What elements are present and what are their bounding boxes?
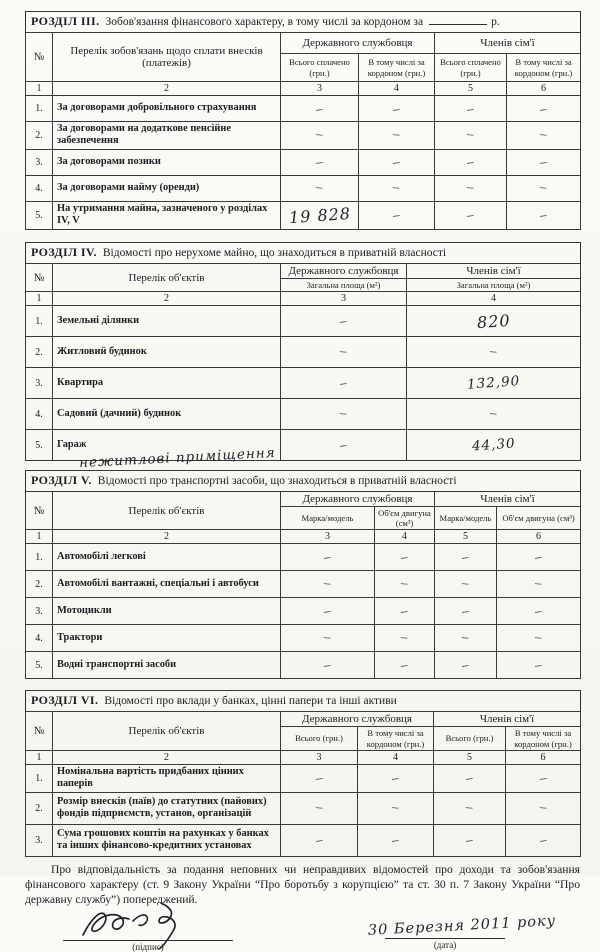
cell-value: – (507, 175, 581, 201)
row-label: Сума грошових коштів на рахунках у банках та інших фінансово-кредитних установах (53, 824, 281, 856)
row-label: Житловий будинок (53, 337, 281, 368)
row-number: 1. (26, 306, 53, 337)
cell-value: – (375, 598, 435, 625)
sub-header: Всього сплачено (грн.) (435, 54, 507, 82)
cell-value: – (359, 96, 435, 122)
table-row (26, 792, 581, 824)
handwritten-note: нежитлові приміщення (78, 444, 276, 472)
cell-value: – (375, 625, 435, 652)
group-header-family: Членів сім'ї (435, 33, 581, 54)
row-number: 3. (26, 824, 53, 856)
row-number: 2. (26, 792, 53, 824)
row-number: 2. (26, 571, 53, 598)
col-num: 3 (281, 530, 375, 544)
sub-header: Марка/модель (281, 507, 375, 530)
row-label: За договорами позики (53, 149, 281, 175)
row-number: 1. (26, 96, 53, 122)
cell-value: – (434, 824, 506, 856)
row-number: 2. (26, 122, 53, 150)
cell-value: – (434, 764, 506, 792)
section-iii-table (25, 11, 581, 230)
row-label: Садовий (дачний) будинок (53, 399, 281, 430)
signature-block (63, 910, 557, 952)
sub-header: Загальна площа (м²) (281, 278, 407, 291)
table-row (26, 571, 581, 598)
group-header-official: Державного службовця (281, 712, 434, 727)
cell-value: – (281, 96, 359, 122)
table-row (26, 652, 581, 679)
signature-ink (75, 897, 215, 949)
sub-header: Марка/модель (435, 507, 497, 530)
cell-value: – (497, 598, 581, 625)
section-title-text: Зобов'язання фінансового характеру, в тому числі за кордоном за (105, 16, 424, 28)
row-number: 3. (26, 149, 53, 175)
cell-value: – (358, 764, 434, 792)
cell-value: – (281, 368, 407, 399)
sub-header: Всього сплачено (грн.) (281, 54, 359, 82)
col-num: 1 (26, 292, 53, 306)
group-header-official: Державного службовця (281, 492, 435, 507)
col-header-no: № (26, 712, 53, 750)
blank-line (429, 14, 487, 25)
row-label: За договорами на додаткове пенсійне забезпечення (53, 122, 281, 150)
col-num: 5 (434, 750, 506, 764)
table-row (26, 430, 581, 461)
row-number: 2. (26, 337, 53, 368)
table-row (26, 598, 581, 625)
col-num: 6 (497, 530, 581, 544)
cell-value: – (281, 430, 407, 461)
cell-value: – (358, 792, 434, 824)
signature-line (63, 910, 233, 941)
handwritten-value: 19 828 (281, 201, 359, 229)
row-number: 3. (26, 368, 53, 399)
date-line (367, 910, 557, 939)
cell-value: – (375, 652, 435, 679)
cell-value: – (435, 571, 497, 598)
cell-value: – (281, 149, 359, 175)
col-num: 2 (53, 750, 281, 764)
section-iii-title (26, 12, 581, 33)
group-header-family: Членів сім'ї (434, 712, 581, 727)
row-label: Квартира (53, 368, 281, 399)
sub-header: Всього (грн.) (281, 727, 358, 750)
section-vi-title (26, 691, 581, 712)
col-num: 1 (26, 530, 53, 544)
cell-value: – (507, 96, 581, 122)
row-number: 1. (26, 764, 53, 792)
row-label: За договорами добровільного страхування (53, 96, 281, 122)
handwritten-date: 30 Березня 2011 року (367, 912, 557, 939)
row-label: Номінальна вартість придбаних цінних паперів (53, 764, 281, 792)
cell-value: – (497, 571, 581, 598)
section-title-text: Відомості про транспортні засоби, що знаходиться в приватній власності (97, 475, 457, 488)
row-label-text: Гараж (57, 438, 87, 450)
group-header-official: Державного службовця (281, 33, 435, 54)
col-num: 4 (359, 82, 435, 96)
sub-header: В тому числі за кордоном (грн.) (506, 727, 581, 750)
row-number: 4. (26, 175, 53, 201)
table-row (26, 122, 581, 150)
table-row (26, 306, 581, 337)
sub-header: Об'єм двигуна (см³) (497, 507, 581, 530)
sub-header: Загальна площа (м²) (407, 278, 581, 291)
table-row (26, 175, 581, 201)
table-row (26, 764, 581, 792)
cell-value: – (434, 792, 506, 824)
row-label: Мотоцикли (53, 598, 281, 625)
cell-value: – (507, 149, 581, 175)
row-number: 4. (26, 399, 53, 430)
cell-value: – (281, 598, 375, 625)
section-iv-table (25, 242, 581, 472)
section-title-text: Відомості про вклади у банках, цінні папери та інші активи (104, 695, 397, 708)
col-header-desc: Перелік зобов'язань щодо сплати внесків (платежів) (53, 33, 281, 82)
warning-paragraph: Про відповідальність за подання неповних чи неправдивих відомостей про доходи та зобов'язання фінансового характеру (ст. 9 Закону України “Про боротьбу з корупцією” та ст. 30 п. 7 Закону України “Про державну службу”) попереджений. (25, 862, 580, 906)
sub-header: Всього (грн.) (434, 727, 506, 750)
cell-value: – (435, 149, 507, 175)
col-num: 6 (507, 82, 581, 96)
cell-value: – (281, 337, 407, 368)
col-header-desc: Перелік об'єктів (53, 492, 281, 530)
cell-value: – (507, 201, 581, 229)
col-header-desc: Перелік об'єктів (53, 263, 281, 291)
handwritten-value: 132,90 (407, 368, 581, 399)
handwritten-value: 44,30 (407, 430, 581, 461)
title-suffix: р. (491, 16, 500, 28)
col-num: 2 (53, 530, 281, 544)
col-num: 2 (53, 82, 281, 96)
col-header-no: № (26, 492, 53, 530)
cell-value: – (359, 149, 435, 175)
cell-value: – (435, 625, 497, 652)
row-label: Земельні ділянки (53, 306, 281, 337)
group-header-family: Членів сім'ї (435, 492, 581, 507)
signature-field (63, 910, 233, 952)
col-num: 5 (435, 82, 507, 96)
cell-value: – (497, 544, 581, 571)
table-row (26, 149, 581, 175)
section-label: РОЗДІЛ V. (31, 473, 92, 488)
cell-value: – (435, 544, 497, 571)
col-header-no: № (26, 33, 53, 82)
col-num: 3 (281, 750, 358, 764)
row-number: 3. (26, 598, 53, 625)
cell-value: – (407, 399, 581, 430)
cell-value: – (281, 175, 359, 201)
group-header-official: Державного службовця (281, 263, 407, 278)
row-label (53, 430, 281, 472)
section-vi-table (25, 690, 581, 856)
cell-value: – (375, 571, 435, 598)
cell-value: – (497, 625, 581, 652)
cell-value: – (281, 122, 359, 150)
cell-value: – (281, 571, 375, 598)
handwritten-value: 820 (407, 306, 581, 337)
row-label: За договорами найму (оренди) (53, 175, 281, 201)
cell-value: – (435, 175, 507, 201)
section-iv-title (26, 242, 581, 263)
row-number: 5. (26, 430, 53, 461)
row-label: Розмір внесків (паїв) до статутних (пайових) фондів підприємств, установ, організацій (53, 792, 281, 824)
date-field (350, 910, 557, 952)
section-label: РОЗДІЛ IV. (31, 244, 97, 259)
col-num: 6 (506, 750, 581, 764)
section-v-table (25, 470, 581, 679)
row-number: 5. (26, 652, 53, 679)
row-label: Трактори (53, 625, 281, 652)
cell-value: – (281, 824, 358, 856)
table-row (26, 625, 581, 652)
row-number: 1. (26, 544, 53, 571)
col-header-no: № (26, 263, 53, 291)
cell-value: – (359, 201, 435, 229)
row-number: 4. (26, 625, 53, 652)
cell-value: – (281, 625, 375, 652)
col-num: 2 (53, 292, 281, 306)
table-row (26, 824, 581, 856)
section-label: РОЗДІЛ III. (31, 14, 100, 28)
cell-value: – (506, 792, 581, 824)
cell-value: – (281, 544, 375, 571)
col-num: 3 (281, 292, 407, 306)
cell-value: – (407, 337, 581, 368)
cell-value: – (359, 122, 435, 150)
cell-value: – (435, 122, 507, 150)
signature-caption: (підпис) (132, 941, 164, 952)
sub-header: В тому числі за кордоном (грн.) (507, 54, 581, 82)
row-label: Автомобілі легкові (53, 544, 281, 571)
col-num: 4 (375, 530, 435, 544)
row-label: Водні транспортні засоби (53, 652, 281, 679)
col-header-desc: Перелік об'єктів (53, 712, 281, 750)
table-row (26, 399, 581, 430)
group-header-family: Членів сім'ї (407, 263, 581, 278)
section-v-title (26, 471, 581, 492)
cell-value: – (358, 824, 434, 856)
sub-header: Об'єм двигуна (см³) (375, 507, 435, 530)
row-number: 5. (26, 201, 53, 229)
date-caption: (дата) (433, 939, 457, 950)
section-title-text: Відомості про нерухоме майно, що знаходиться в приватній власності (102, 246, 447, 259)
cell-value: – (281, 792, 358, 824)
cell-value: – (375, 544, 435, 571)
cell-value: – (359, 175, 435, 201)
cell-value: – (281, 764, 358, 792)
cell-value: – (506, 824, 581, 856)
col-num: 1 (26, 750, 53, 764)
table-row (26, 337, 581, 368)
table-row (26, 544, 581, 571)
cell-value: – (281, 652, 375, 679)
cell-value: – (435, 652, 497, 679)
cell-value: – (435, 598, 497, 625)
cell-value: – (435, 201, 507, 229)
table-row (26, 96, 581, 122)
cell-value: – (497, 652, 581, 679)
cell-value: – (435, 96, 507, 122)
row-label: На утримання майна, зазначеного у розділах IV, V (53, 201, 281, 229)
cell-value: – (281, 306, 407, 337)
cell-value: – (281, 399, 407, 430)
row-label: Автомобілі вантажні, спеціальні і автобуси (53, 571, 281, 598)
sub-header: В тому числі за кордоном (грн.) (358, 727, 434, 750)
table-row (26, 201, 581, 229)
col-num: 5 (435, 530, 497, 544)
col-num: 3 (281, 82, 359, 96)
sub-header: В тому числі за кордоном (грн.) (359, 54, 435, 82)
col-num: 4 (407, 292, 581, 306)
table-row (26, 368, 581, 399)
cell-value: – (506, 764, 581, 792)
col-num: 4 (358, 750, 434, 764)
section-label: РОЗДІЛ VI. (31, 693, 99, 708)
col-num: 1 (26, 82, 53, 96)
cell-value: – (507, 122, 581, 150)
